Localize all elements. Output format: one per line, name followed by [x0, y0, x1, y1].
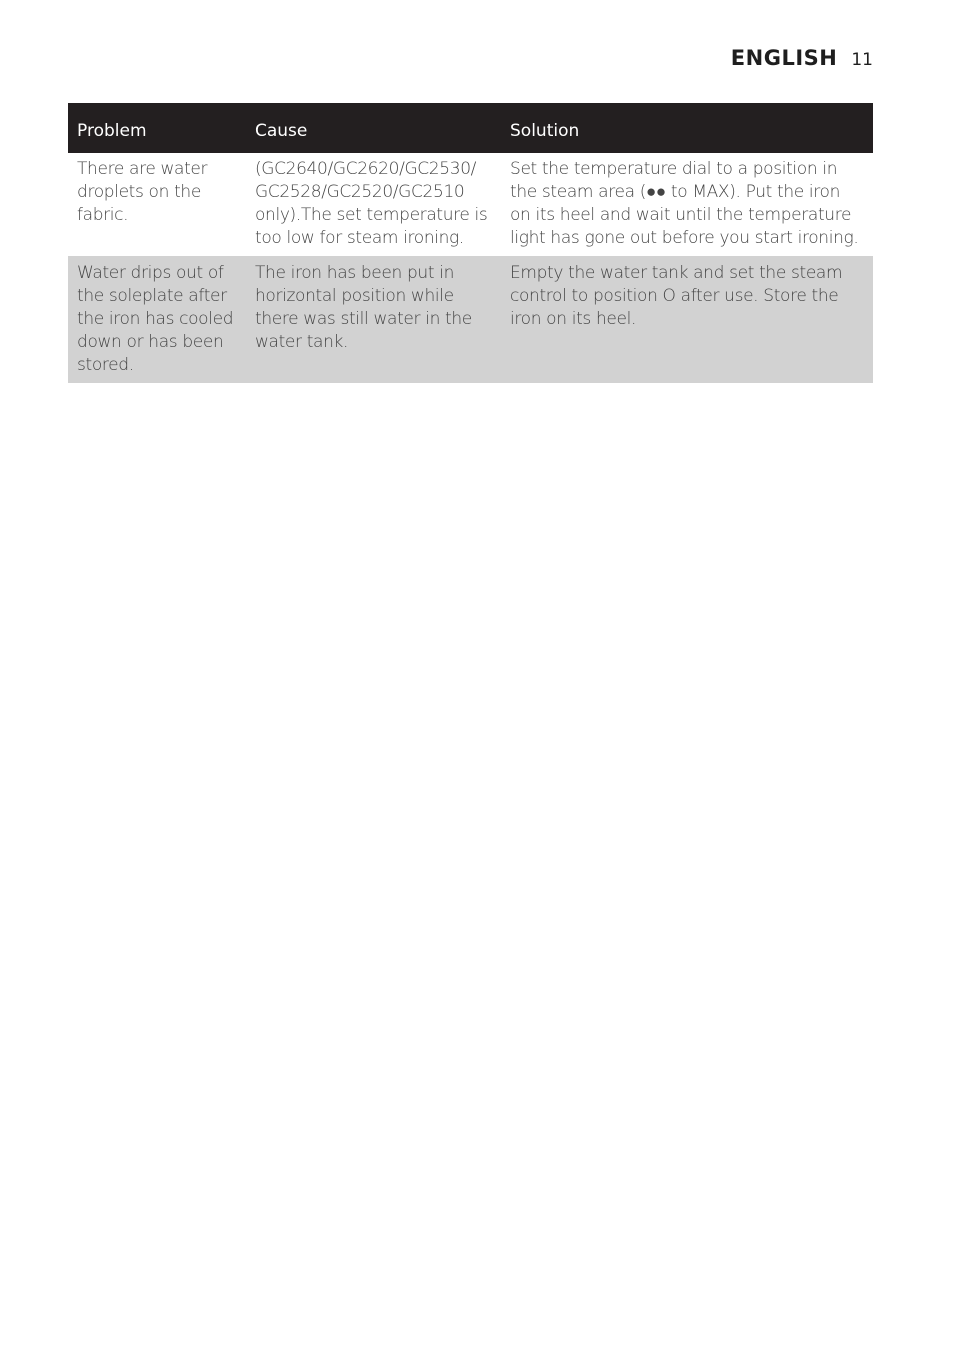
column-header-solution: Solution — [501, 103, 873, 153]
page-number: 11 — [851, 50, 873, 70]
column-header-problem: Problem — [68, 103, 246, 153]
troubleshooting-table — [68, 103, 873, 383]
table-header-row — [68, 103, 873, 153]
problem-cell: There are water droplets on the fabric. — [68, 153, 246, 256]
column-header-cause: Cause — [246, 103, 501, 153]
solution-cell: Empty the water tank and set the steam control to position O after use. Store the iron on its heel. — [501, 256, 873, 383]
table-header — [68, 103, 873, 153]
page-header — [731, 46, 873, 70]
solution-cell: Set the temperature dial to a position in the steam area (●● to MAX). Put the iron on its heel and wait until the temperature light has gone out before you start ironing. — [501, 153, 873, 256]
table-body — [68, 153, 873, 383]
table-row — [68, 256, 873, 383]
table-row — [68, 153, 873, 256]
problem-cell: Water drips out of the soleplate after the iron has cooled down or has been stored. — [68, 256, 246, 383]
section-title: ENGLISH — [730, 46, 838, 70]
cause-cell: (GC2640/GC2620/GC2530/ GC2528/GC2520/GC2510 only).The set temperature is too low for steam ironing. — [246, 153, 501, 256]
cause-cell: The iron has been put in horizontal position while there was still water in the water tank. — [246, 256, 501, 383]
